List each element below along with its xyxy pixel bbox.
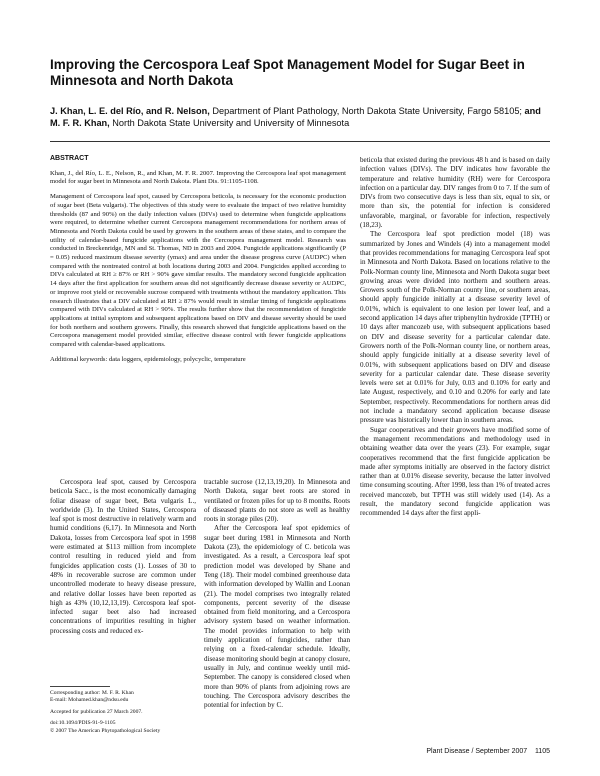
additional-keywords: Additional keywords: data loggers, epidemiology, polycyclic, temperature — [50, 355, 246, 363]
body-column-middle — [204, 478, 350, 710]
author-line — [50, 105, 550, 129]
intro-paragraph-2: After the Cercospora leaf spot epidemics of sugar beet during 1981 in Minnesota and North Dakota (23), the epidemiology of C. beticola was investigated. As a result, a Cercospora leaf spot prediction model was developed by Shane and Teng (18). Their model combined greenhouse data with information developed by Wallin and Loonan (21). The model comprises two integrally related components, percent severity of the disease obtained from field monitoring, and a Cercospora advisory system based on weather information. The model provides information to help with timely application of fungicides, rather than relying on a fixed-calendar schedule. Ideally, disease monitoring should begin at canopy closure, usually in July, and continue weekly until mid-September. The canopy is considered closed when more than 90% of plants from adjoining rows are touching. The Cercospora advisory describes the potential for infection by C. — [204, 524, 350, 710]
author-names-1: J. Khan, L. E. del Río, and R. Nelson, — [50, 106, 210, 116]
footnote-rule — [50, 686, 110, 687]
header-rule — [50, 141, 550, 142]
author-names-2: and M. F. R. Khan, — [50, 106, 541, 128]
abstract-heading: ABSTRACT — [50, 155, 89, 162]
intro-paragraph-2-cont: beticola that existed during the previous 48 h and is based on daily infection values (DIVs). The DIV indicates how favorable the temperature and relative humidity (RH) were for Cercospora infection on a particular day. DIV ranges from 0 to 7. If the sum of DIVs from two consecutive days is less than six, equal to six, or more than six, the potential for infection is considered unfavorable, marginal, or favorable for infection, respectively (18,23). — [360, 156, 550, 230]
body-column-right — [360, 156, 550, 519]
intro-paragraph-1-cont: tractable sucrose (12,13,19,20). In Minnesota and North Dakota, sugar beet roots are stored in ventilated or frozen piles for up to 8 months. Roots of diseased plants do not store as well as healthy roots in storage piles (20). — [204, 478, 350, 524]
abstract-section — [50, 155, 346, 370]
intro-paragraph-1: Cercospora leaf spot, caused by Cercospora beticola Sacc., is the most economically damaging foliar disease of sugar beet, Beta vulgaris L., worldwide (3). In the United States, Cercospora leaf spot is most destructive in relatively warm and humid conditions (6,17). In Minnesota and North Dakota, losses from Cercospora leaf spot in 1998 were estimated at $113 million from incomplete control resulting in reduced yield and from fungicides application costs (1). Losses of 30 to 48% in recoverable sucrose are common under uncontrolled moderate to heavy disease pressure, and relative dollar losses have been reported as high as 43% (10,12,13,19). Cercospora leaf spot-infected sugar beet also had increased concentrations of impurities resulting in higher processing costs and reduced ex- — [50, 478, 196, 635]
doi: doi:10.1094/PDIS-91-9-1105 — [50, 720, 116, 727]
abstract-body: Management of Cercospora leaf spot, caused by Cercospora beticola, is necessary for the economic production of sugar beet (Beta vulgaris). The objectives of this study were to evaluate the impact of two relative humidity thresholds (87 and 90%) on the daily infection values (DIVs) used to determine when fungicide applications were required, to determine whether current Cercospora management recommendations for northern areas of Minnesota and North Dakota could be used by growers in the southern areas of these states, and to compare the utility of calendar-based fungicide applications with the Cercospora management model. Research was conducted in Breckenridge, MN and St. Thomas, ND in 2003 and 2004. Fungicide applications significantly (P = 0.05) reduced maximum disease severity (ymax) and area under the disease progress curve (AUDPC) when compared with the nontreated control at both locations during 2003 and 2004. Fungicides applied according to DIVs calculated at RH ≥ 87% or RH > 90% gave similar results. The mandatory second fungicide application 14 days after the first application for southern areas did not significantly decrease disease severity or AUDPC, or improve root yield or recoverable sucrose compared with treatments without the mandatory application. This research illustrates that a DIV calculated at RH ≥ 87% would result in similar timing of fungicide applications compared with DIVs calculated at RH > 90%. The results further show that the recommendation of fungicide applications at initial symptom and subsequent applications based on DIV and disease severity should be used for both northern and southern growers. Finally, this research showed that fungicide applications based on the Cercospora management model provided similar, effective disease control with fewer fungicide applications compared with calendar-based applications. — [50, 193, 346, 349]
intro-paragraph-3: The Cercospora leaf spot prediction model (18) was summarized by Jones and Windels (4) into a management model that provides recommendations for managing Cercospora leaf spot in Minnesota and North Dakota. Based on locations relative to the Polk-Norman county line, Minnesota and North Dakota sugar beet growing areas were divided into northern and southern areas. Growers south of the Polk-Norman county line, or southern areas, should apply fungicide initially at a disease severity level of 0.01%, which is equivalent to one lesion per lower leaf, and a second application 14 days after triphenyltin hydroxide (TPTH) or 10 days after mancozeb use, with subsequent applications based on DIV and disease severity for a particular calendar date. Growers north of the Polk-Norman county line, or northern areas, should apply fungicide initially at a disease severity level of 0.01%, with subsequent applications based on DIV and disease severity for a particular calendar date. These disease severity levels were set at 0.01% for July, 0.03 and 0.10% for early and late August, respectively, and 0.10 and 0.20% for early and late September, respectively. Recommendations for northern areas did not include a mandatory second application because disease pressure was historically lower than in southern areas. — [360, 230, 550, 425]
body-column-left — [50, 478, 196, 636]
page-number: 1105 — [534, 748, 550, 755]
copyright: © 2007 The American Phytopathological Society — [50, 727, 161, 734]
abstract-citation: Khan, J., del Río, L. E., Nelson, R., and Khan, M. F. R. 2007. Improving the Cercospora leaf spot management model for sugar beet in Minnesota and North Dakota. Plant Dis. 91:1105-1108. — [50, 169, 346, 186]
email: E-mail: Mohamed.khan@ndsu.edu — [50, 697, 129, 704]
page-footer — [426, 748, 550, 755]
paper-title: Improving the Cercospora Leaf Spot Management Model for Sugar Beet in Minnesota and North Dakota — [50, 57, 525, 88]
intro-paragraph-4: Sugar cooperatives and their growers have modified some of the management recommendations and methodology used in obtaining weather data over the years (23). For example, sugar cooperatives recommend that the first fungicide application be made after symptoms initially are observed in the factory district rather than at 0.01% disease severity, because the latter involved time consuming scouting. After 1998, less than 1% of treated acres received mancozeb, but TPTH was still widely used (14). As a result, the mandatory second fungicide application was recommended 14 days after the first appli- — [360, 425, 550, 518]
corresponding-author: Corresponding author: M. F. R. Khan — [50, 690, 134, 696]
author-affiliation-1: Department of Plant Pathology, North Dakota State University, Fargo 58105; — [209, 106, 522, 116]
author-affiliation-2: North Dakota State University and University of Minnesota — [109, 118, 350, 128]
footnotes — [50, 690, 196, 735]
accepted-date: Accepted for publication 27 March 2007. — [50, 708, 143, 715]
journal-issue: Plant Disease / September 2007 — [426, 748, 528, 755]
